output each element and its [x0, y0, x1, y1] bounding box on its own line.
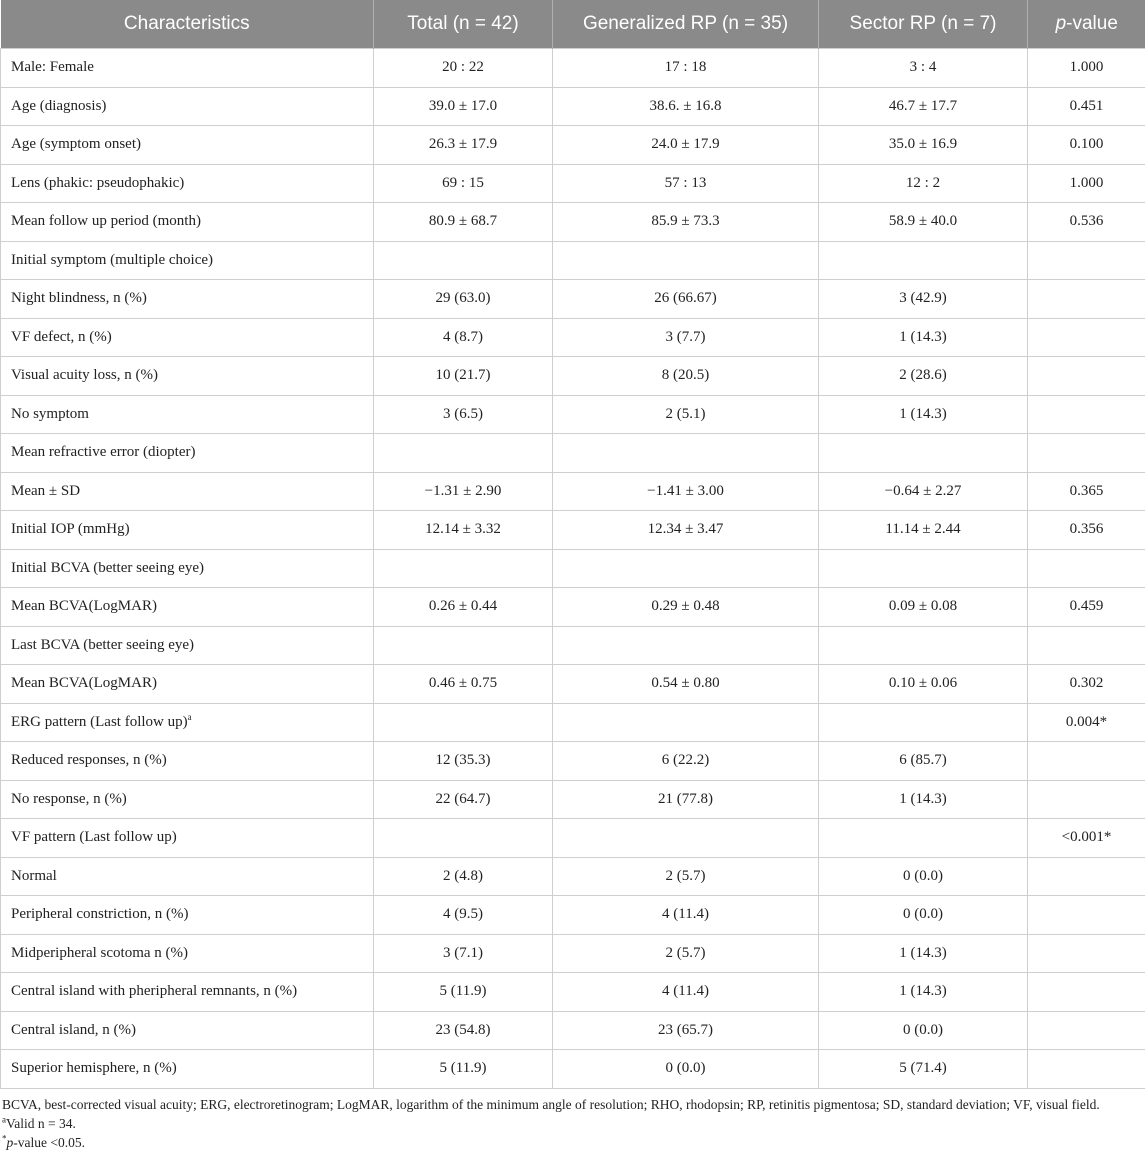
cell-generalized: [553, 280, 819, 319]
cell-generalized: [553, 588, 819, 627]
table-row: [1, 742, 1145, 781]
row-label: [1, 742, 374, 781]
cell-total-text: 4 (8.7): [443, 328, 483, 345]
cell-total: [374, 434, 553, 473]
cell-total: [374, 511, 553, 550]
cell-p-value: [1028, 164, 1145, 203]
table-row: [1, 49, 1145, 88]
cell-total: [374, 626, 553, 665]
row-label: [1, 857, 374, 896]
table-row: [1, 549, 1145, 588]
cell-p-value: [1028, 1050, 1145, 1089]
table-row: [1, 934, 1145, 973]
cell-generalized: [553, 973, 819, 1012]
cell-p-value: [1028, 511, 1145, 550]
cell-generalized: [553, 934, 819, 973]
cell-sector: [819, 973, 1028, 1012]
footnote-a-text: Valid n = 34.: [6, 1115, 76, 1131]
cell-p-value: [1028, 665, 1145, 704]
cell-generalized-text: 3 (7.7): [665, 328, 706, 345]
row-label-text: Age (symptom onset): [11, 136, 141, 153]
cell-sector: [819, 934, 1028, 973]
cell-generalized: [553, 1050, 819, 1089]
cell-generalized: [553, 742, 819, 781]
row-label-text: Mean refractive error (diopter): [11, 444, 196, 461]
table-row: [1, 318, 1145, 357]
cell-total: [374, 549, 553, 588]
cell-total: [374, 357, 553, 396]
cell-p-value: [1028, 588, 1145, 627]
cell-p-value: [1028, 87, 1145, 126]
header-characteristics: Characteristics: [1, 0, 374, 49]
footnote-star-mark: *: [2, 1133, 7, 1143]
cell-sector: [819, 703, 1028, 742]
table-row: [1, 703, 1145, 742]
footnote-a-mark: a: [2, 1114, 6, 1124]
cell-generalized: [553, 357, 819, 396]
cell-sector: [819, 87, 1028, 126]
footnote-marker: a: [187, 711, 192, 722]
cell-total-text: 22 (64.7): [435, 790, 491, 807]
row-label: [1, 87, 374, 126]
header-total: Total (n = 42): [374, 0, 553, 49]
row-label-text: Age (diagnosis): [11, 97, 107, 114]
cell-total: [374, 472, 553, 511]
cell-sector-text: 1 (14.3): [899, 328, 947, 345]
table-row: [1, 626, 1145, 665]
cell-generalized-text: −1.41 ± 3.00: [647, 482, 724, 499]
table-row: [1, 588, 1145, 627]
cell-generalized-text: 26 (66.67): [654, 290, 717, 307]
cell-total-text: 23 (54.8): [435, 1021, 491, 1038]
cell-sector: [819, 819, 1028, 858]
cell-sector: [819, 203, 1028, 242]
cell-p-value-text: 0.302: [1069, 675, 1104, 692]
cell-sector-text: 3 : 4: [909, 59, 937, 76]
header-sector: Sector RP (n = 7): [819, 0, 1028, 49]
row-label: [1, 280, 374, 319]
cell-sector: [819, 164, 1028, 203]
table-row: [1, 357, 1145, 396]
table-row: [1, 164, 1145, 203]
cell-sector: [819, 896, 1028, 935]
row-label-text: No symptom: [11, 405, 89, 422]
cell-generalized: [553, 857, 819, 896]
cell-total-text: 12.14 ± 3.32: [425, 521, 501, 538]
cell-p-value: [1028, 857, 1145, 896]
cell-sector-text: 6 (85.7): [899, 752, 947, 769]
cell-total-text: 2 (4.8): [443, 867, 483, 884]
table-row: [1, 1011, 1145, 1050]
row-label-text: Night blindness, n (%): [11, 290, 147, 307]
cell-generalized-text: 57 : 13: [664, 174, 707, 191]
footnote-star-p: p: [6, 1134, 14, 1150]
cell-total: [374, 49, 553, 88]
cell-sector-text: 58.9 ± 40.0: [888, 213, 958, 230]
row-label-text: Initial IOP (mmHg): [11, 521, 130, 538]
cell-sector-text: 1 (14.3): [899, 944, 947, 961]
cell-sector: [819, 280, 1028, 319]
row-label: [1, 203, 374, 242]
cell-generalized-text: 2 (5.7): [665, 867, 706, 884]
row-label-text: Midperipheral scotoma n (%): [11, 944, 189, 961]
table-row: [1, 1050, 1145, 1089]
row-label: [1, 819, 374, 858]
cell-generalized: [553, 511, 819, 550]
cell-generalized: [553, 665, 819, 704]
cell-sector: [819, 126, 1028, 165]
table-row: [1, 780, 1145, 819]
cell-total-text: −1.31 ± 2.90: [424, 482, 502, 499]
cell-total: [374, 896, 553, 935]
row-label: [1, 549, 374, 588]
row-label: [1, 472, 374, 511]
cell-p-value-text: 0.004*: [1065, 713, 1108, 730]
cell-p-value-text: <0.001*: [1061, 829, 1112, 846]
cell-generalized: [553, 318, 819, 357]
cell-total: [374, 280, 553, 319]
row-label-text: Central island with pheripheral remnants, n (%): [11, 983, 298, 1000]
cell-total-text: 29 (63.0): [435, 290, 491, 307]
row-label: [1, 318, 374, 357]
cell-p-value: [1028, 626, 1145, 665]
row-label: [1, 665, 374, 704]
row-label-text: No response, n (%): [11, 790, 127, 807]
row-label-text: Central island, n (%): [11, 1021, 136, 1038]
cell-p-value: [1028, 241, 1145, 280]
cell-sector: [819, 318, 1028, 357]
cell-total: [374, 126, 553, 165]
cell-generalized-text: 0.54 ± 0.80: [651, 675, 720, 692]
row-label: [1, 973, 374, 1012]
row-label: [1, 241, 374, 280]
footnote-star: [2, 1133, 1143, 1152]
row-label: [1, 1050, 374, 1089]
row-label: [1, 780, 374, 819]
row-label-text: Mean BCVA(LogMAR): [11, 598, 157, 615]
header-p-rest: -value: [1066, 13, 1118, 34]
cell-p-value-text: 0.356: [1069, 521, 1104, 538]
table-row: [1, 280, 1145, 319]
cell-p-value: [1028, 896, 1145, 935]
cell-generalized-text: 8 (20.5): [661, 367, 710, 384]
cell-total: [374, 1050, 553, 1089]
cell-sector: [819, 1011, 1028, 1050]
cell-sector: [819, 780, 1028, 819]
cell-generalized-text: 4 (11.4): [662, 983, 709, 1000]
cell-sector-text: 1 (14.3): [899, 983, 947, 1000]
header-p-italic: p: [1055, 13, 1067, 34]
row-label-text: Superior hemisphere, n (%): [11, 1060, 177, 1077]
cell-p-value-text: 0.451: [1069, 97, 1104, 114]
cell-sector-text: 0 (0.0): [903, 906, 943, 923]
footnote-abbreviations: BCVA, best-corrected visual acuity; ERG, electroretinogram; LogMAR, logarithm of the minimum angle of resolution; RHO, rhodopsin; RP, retinitis pigmentosa; SD, standard deviation; VF, visual field.: [2, 1096, 1100, 1112]
cell-p-value-text: 0.365: [1069, 482, 1104, 499]
header-generalized: Generalized RP (n = 35): [553, 0, 819, 49]
cell-generalized-text: 23 (65.7): [658, 1021, 713, 1038]
row-label: [1, 164, 374, 203]
cell-generalized: [553, 703, 819, 742]
row-label: [1, 1011, 374, 1050]
table-body: [1, 49, 1145, 1089]
cell-total-text: 20 : 22: [442, 59, 484, 76]
cell-sector-text: 0.10 ± 0.06: [888, 675, 958, 692]
cell-generalized: [553, 203, 819, 242]
cell-total: [374, 395, 553, 434]
footnote-star-text: -value <0.05.: [13, 1134, 85, 1150]
cell-total: [374, 857, 553, 896]
cell-generalized: [553, 780, 819, 819]
cell-generalized-text: 2 (5.7): [665, 944, 706, 961]
cell-sector: [819, 241, 1028, 280]
cell-sector: [819, 49, 1028, 88]
row-label: [1, 395, 374, 434]
row-label-text: VF defect, n (%): [11, 328, 112, 345]
cell-total: [374, 742, 553, 781]
cell-sector-text: 5 (71.4): [899, 1060, 947, 1077]
cell-p-value: [1028, 434, 1145, 473]
cell-total-text: 5 (11.9): [439, 983, 487, 1000]
cell-total-text: 4 (9.5): [443, 906, 483, 923]
cell-sector: [819, 434, 1028, 473]
cell-total: [374, 819, 553, 858]
cell-generalized: [553, 395, 819, 434]
row-label-text: Mean follow up period (month): [11, 213, 201, 230]
cell-total: [374, 241, 553, 280]
cell-sector: [819, 395, 1028, 434]
row-label-text: Mean ± SD: [11, 482, 81, 499]
cell-sector-text: 1 (14.3): [899, 405, 947, 422]
cell-total: [374, 665, 553, 704]
cell-generalized: [553, 241, 819, 280]
cell-total: [374, 780, 553, 819]
table-row: [1, 87, 1145, 126]
cell-p-value: [1028, 203, 1145, 242]
row-label-text: Last BCVA (better seeing eye): [11, 636, 195, 653]
table-row: [1, 511, 1145, 550]
row-label-text: Mean BCVA(LogMAR): [11, 675, 157, 692]
cell-sector: [819, 511, 1028, 550]
row-label: [1, 357, 374, 396]
cell-generalized-text: 12.34 ± 3.47: [647, 521, 724, 538]
cell-sector-text: 11.14 ± 2.44: [885, 521, 961, 538]
cell-sector: [819, 742, 1028, 781]
table-row: [1, 434, 1145, 473]
cell-generalized-text: 38.6. ± 16.8: [649, 97, 722, 114]
cell-p-value: [1028, 742, 1145, 781]
footnote-a: [2, 1114, 1143, 1133]
cell-generalized-text: 0 (0.0): [665, 1060, 706, 1077]
table-row: [1, 665, 1145, 704]
row-label-text: Reduced responses, n (%): [11, 752, 167, 769]
cell-generalized: [553, 896, 819, 935]
cell-sector: [819, 472, 1028, 511]
table-row: [1, 973, 1145, 1012]
cell-total-text: 12 (35.3): [435, 752, 491, 769]
row-label: [1, 934, 374, 973]
row-label: [1, 511, 374, 550]
cell-sector-text: −0.64 ± 2.27: [884, 482, 962, 499]
cell-total: [374, 703, 553, 742]
table-row: [1, 241, 1145, 280]
cell-sector: [819, 357, 1028, 396]
cell-p-value: [1028, 973, 1145, 1012]
row-label-text: Lens (phakic: pseudophakic): [11, 174, 185, 191]
cell-total: [374, 973, 553, 1012]
cell-total: [374, 318, 553, 357]
cell-p-value: [1028, 49, 1145, 88]
row-label: [1, 896, 374, 935]
cell-p-value: [1028, 1011, 1145, 1050]
cell-total-text: 10 (21.7): [435, 367, 491, 384]
cell-p-value-text: 1.000: [1069, 59, 1104, 76]
cell-generalized-text: 4 (11.4): [662, 906, 709, 923]
row-label-text: Initial symptom (multiple choice): [11, 251, 214, 268]
cell-generalized: [553, 49, 819, 88]
row-label: [1, 588, 374, 627]
cell-total: [374, 1011, 553, 1050]
cell-sector-text: 3 (42.9): [899, 290, 947, 307]
row-label-text: Male: Female: [11, 59, 94, 76]
cell-generalized-text: 0.29 ± 0.48: [651, 598, 720, 615]
cell-sector: [819, 857, 1028, 896]
cell-p-value: [1028, 819, 1145, 858]
row-label: [1, 703, 374, 742]
cell-generalized-text: 6 (22.2): [661, 752, 710, 769]
table-row: [1, 126, 1145, 165]
cell-p-value: [1028, 703, 1145, 742]
header-row: [1, 0, 1145, 49]
cell-sector-text: 0 (0.0): [903, 1021, 943, 1038]
table-row: [1, 395, 1145, 434]
cell-p-value-text: 1.000: [1069, 174, 1104, 191]
cell-sector-text: 46.7 ± 17.7: [888, 97, 958, 114]
cell-total: [374, 164, 553, 203]
cell-generalized-text: 21 (77.8): [658, 790, 713, 807]
row-label: [1, 49, 374, 88]
cell-p-value: [1028, 280, 1145, 319]
row-label-text: Initial BCVA (better seeing eye): [11, 559, 205, 576]
cell-generalized-text: 2 (5.1): [665, 405, 706, 422]
cell-generalized: [553, 549, 819, 588]
cell-generalized: [553, 87, 819, 126]
cell-p-value-text: 0.100: [1069, 136, 1104, 153]
table-row: [1, 857, 1145, 896]
cell-generalized: [553, 472, 819, 511]
cell-p-value: [1028, 318, 1145, 357]
cell-total: [374, 87, 553, 126]
cell-generalized: [553, 164, 819, 203]
cell-sector-text: 12 : 2: [905, 174, 941, 191]
cell-sector: [819, 588, 1028, 627]
cell-sector: [819, 626, 1028, 665]
row-label-text: Normal: [11, 867, 57, 884]
cell-p-value: [1028, 934, 1145, 973]
cell-sector: [819, 1050, 1028, 1089]
cell-p-value-text: 0.536: [1069, 213, 1104, 230]
table-row: [1, 203, 1145, 242]
cell-p-value: [1028, 780, 1145, 819]
cell-total: [374, 588, 553, 627]
cell-p-value-text: 0.459: [1069, 598, 1104, 615]
cell-total-text: 80.9 ± 68.7: [428, 213, 498, 230]
table-row: [1, 896, 1145, 935]
cell-generalized-text: 24.0 ± 17.9: [651, 136, 720, 153]
row-label-text: ERG pattern (Last follow up): [11, 713, 188, 730]
cell-total-text: 3 (6.5): [443, 405, 483, 422]
cell-generalized: [553, 626, 819, 665]
cell-total: [374, 203, 553, 242]
cell-generalized: [553, 126, 819, 165]
cell-generalized: [553, 1011, 819, 1050]
cell-p-value: [1028, 357, 1145, 396]
cell-generalized-text: 85.9 ± 73.3: [651, 213, 720, 230]
cell-total-text: 0.46 ± 0.75: [428, 675, 498, 692]
cell-sector-text: 2 (28.6): [899, 367, 947, 384]
cell-sector-text: 1 (14.3): [899, 790, 947, 807]
table-row: [1, 472, 1145, 511]
cell-sector: [819, 665, 1028, 704]
cell-total-text: 3 (7.1): [443, 944, 483, 961]
row-label-text: Visual acuity loss, n (%): [11, 367, 158, 384]
cell-total-text: 26.3 ± 17.9: [428, 136, 498, 153]
cell-p-value: [1028, 472, 1145, 511]
cell-total-text: 5 (11.9): [439, 1060, 487, 1077]
row-label: [1, 126, 374, 165]
cell-p-value: [1028, 549, 1145, 588]
row-label-text: Peripheral constriction, n (%): [11, 906, 189, 923]
cell-sector: [819, 549, 1028, 588]
row-label-text: VF pattern (Last follow up): [11, 829, 177, 846]
cell-sector-text: 0 (0.0): [903, 867, 943, 884]
header-p-value: [1028, 0, 1145, 49]
cell-p-value: [1028, 126, 1145, 165]
cell-p-value: [1028, 395, 1145, 434]
table-footnotes: [0, 1089, 1145, 1152]
row-label: [1, 626, 374, 665]
cell-generalized: [553, 819, 819, 858]
cell-sector-text: 0.09 ± 0.08: [888, 598, 958, 615]
cell-sector-text: 35.0 ± 16.9: [888, 136, 958, 153]
cell-total-text: 0.26 ± 0.44: [428, 598, 498, 615]
row-label: [1, 434, 374, 473]
cell-generalized-text: 17 : 18: [664, 59, 707, 76]
table-row: [1, 819, 1145, 858]
cell-generalized: [553, 434, 819, 473]
cell-total-text: 39.0 ± 17.0: [428, 97, 498, 114]
cell-total-text: 69 : 15: [442, 174, 484, 191]
cell-total: [374, 934, 553, 973]
